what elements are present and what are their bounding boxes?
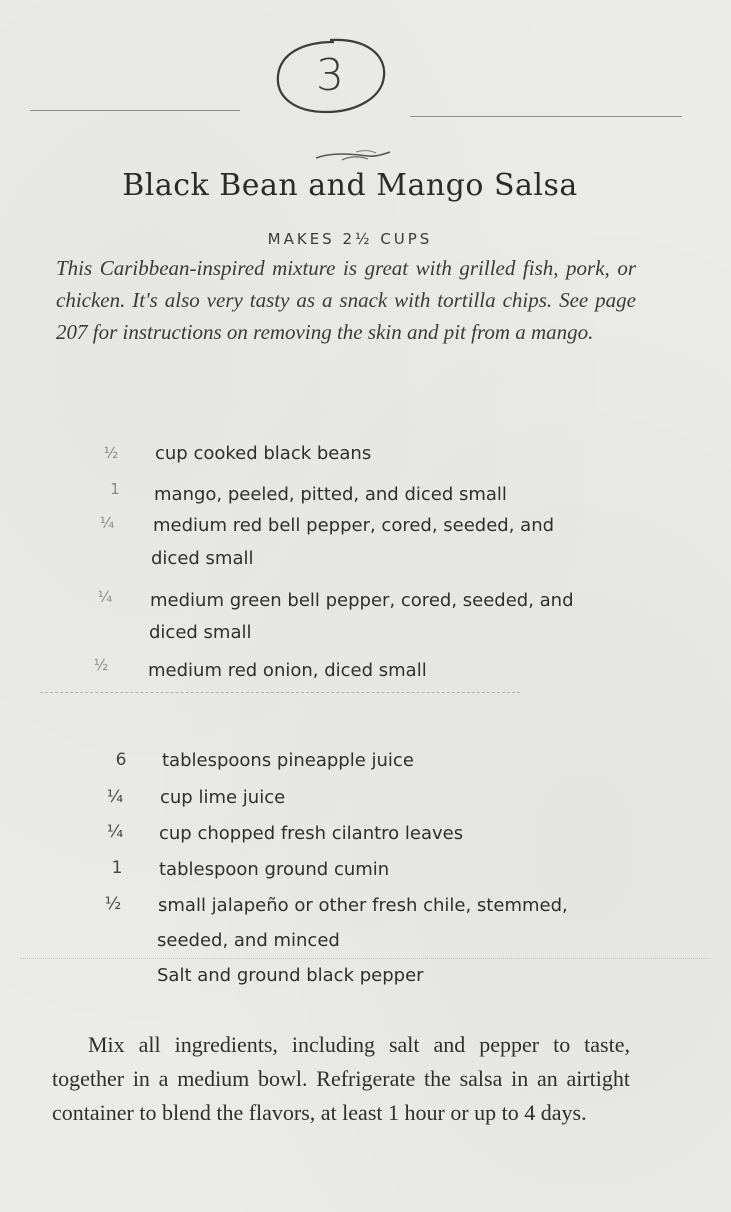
divider-left: [30, 110, 240, 111]
ingredient-qty: ½: [93, 656, 109, 674]
ingredient-item: Salt and ground black pepper: [157, 965, 424, 986]
ingredient-qty: 1: [111, 858, 123, 878]
flourish-ornament-icon: [312, 146, 392, 166]
recipe-intro: This Caribbean-inspired mixture is great with grilled fish, pork, or chicken. It's also very tasty as a snack with tortilla chips. See page 207 for instructions on removing the skin and pit from a mango.: [56, 256, 636, 344]
ingredient-qty: ½: [104, 894, 122, 914]
recipe-yield: MAKES 2½ CUPS: [267, 230, 433, 248]
recipe-method: Mix all ingredients, including salt and pepper to taste, together in a medium bowl. Refrigerate the salsa in an airtight container to blend the flavors, at least 1 hour or up to 4 days.: [52, 1032, 630, 1125]
page-number: 3: [316, 50, 344, 101]
ingredient-item: medium red bell pepper, cored, seeded, and: [153, 515, 555, 536]
divider-right: [410, 116, 682, 117]
recipe-title: Black Bean and Mango Salsa: [122, 168, 578, 203]
ingredient-item: tablespoon ground cumin: [159, 859, 390, 880]
ingredient-item-cont: seeded, and minced: [157, 930, 340, 951]
ingredient-item: mango, peeled, pitted, and diced small: [154, 484, 507, 505]
section-divider: [40, 692, 520, 693]
ingredient-qty: ¼: [97, 588, 113, 606]
ingredient-qty: ¼: [106, 822, 124, 842]
ingredient-item: medium green bell pepper, cored, seeded, and: [150, 590, 574, 611]
scan-artifact-line: [20, 958, 710, 959]
ingredient-qty: 6: [115, 750, 127, 770]
ingredient-qty: 1: [110, 480, 120, 498]
ingredient-item: medium red onion, diced small: [148, 660, 427, 681]
ingredient-item: cup lime juice: [160, 787, 286, 808]
ingredient-qty: ¼: [106, 787, 124, 807]
ingredient-item: tablespoons pineapple juice: [162, 750, 414, 771]
ingredient-item: small jalapeño or other fresh chile, stemmed,: [158, 895, 568, 916]
ingredient-item: cup cooked black beans: [155, 443, 372, 464]
ingredient-item-cont: diced small: [149, 622, 252, 643]
ingredient-item-cont: diced small: [151, 548, 254, 569]
ingredient-item: cup chopped fresh cilantro leaves: [159, 823, 464, 844]
ingredient-qty: ½: [103, 444, 119, 462]
ingredient-qty: ¼: [99, 514, 115, 532]
